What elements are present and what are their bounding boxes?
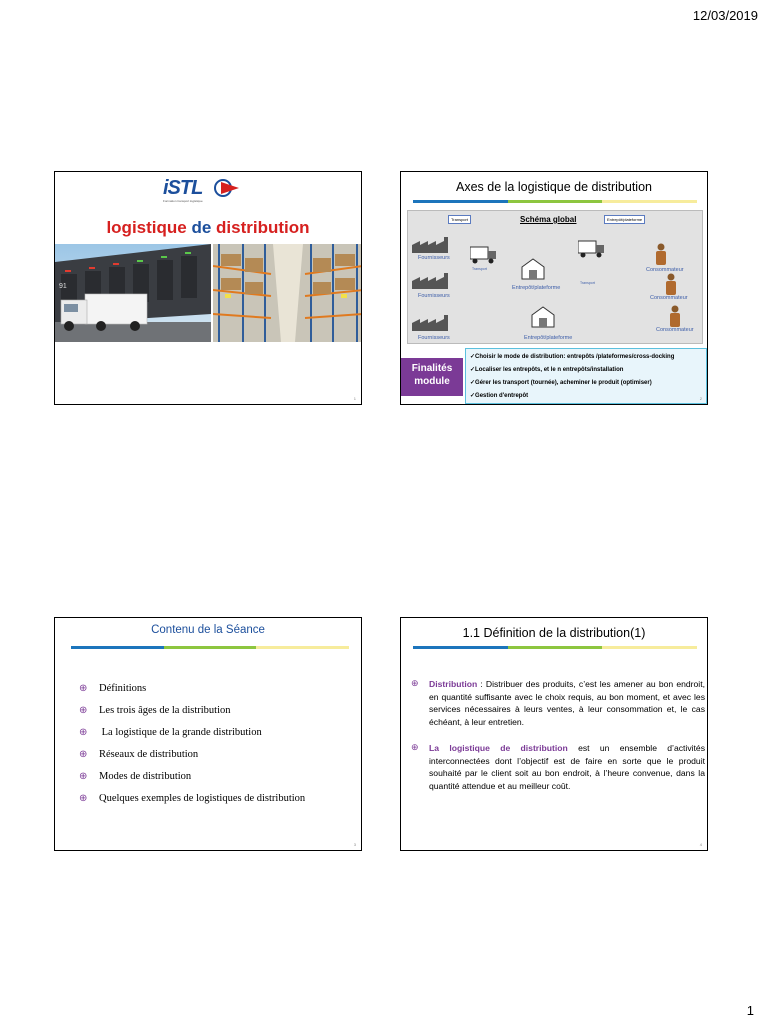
slide-1-title: logistique de distribution [106, 218, 310, 237]
print-date: 12/03/2019 [692, 8, 758, 23]
warehouse-icon [530, 305, 556, 329]
bullet-icon: ⊕ [79, 705, 88, 716]
distribution-schema-diagram: Transport Schéma global Entrepôt/plateforme Fournisseurs Fournisseurs Fournisseurs Transport Transport Entrepôt/plateforme Entrepôt/plateforme Consommateur Consommateur Consommateur [407, 210, 703, 344]
istl-logo: iSTL Formation transport logistique [163, 177, 243, 201]
list-item: ⊕ Réseaux de distribution [79, 749, 199, 760]
bullet-icon: ⊕ [79, 771, 88, 782]
distribution-definition: Distribution : Distribuer des produits, c’est les amener au bon endroit, en quantité suffisante avec le choix requis, au bon moment, et avec les services nécessaires à leurs ventes, à leur consommation et, le cas échéant, à leur entretien. [429, 679, 705, 727]
page-number: 1 [746, 1003, 754, 1018]
list-item: ⊕ Définitions [79, 683, 147, 694]
logo-arrow-icon [211, 179, 241, 197]
title-underline [413, 200, 697, 203]
logistics-definition: La logistique de distribution est un ensemble d’activités interconnectées dont l’objectif est de faire en sorte que le produit souhaité par le client soit au bon endroit, à l’heure convenue, dans la quantité attendue et au meilleur coût. [429, 743, 705, 791]
list-item: ✓Gestion d'entrepôt [470, 393, 529, 399]
person-icon [664, 273, 678, 295]
bullet-icon: ⊕ [411, 678, 419, 688]
bullet-icon: ⊕ [79, 749, 88, 760]
slide-2-title: Axes de la logistique de distribution [456, 180, 652, 194]
list-item: ✓Localiser les entrepôts, et le n entrepôts/installation [470, 367, 624, 373]
slide-2-thumbnail[interactable]: Axes de la logistique de distribution Transport Schéma global Entrepôt/plateforme Fournisseurs Fournisseurs Fournisseurs Transport Transport Entrepôt/plateforme Entrepôt/plateforme Consommateur Consommateur Consommateur Finalités module ✓Choisir le mode de distribution: entrepôts /plateformes/cross-docking ✓Localiser les entrepôts, et le n entrepôts/installation ✓Gérer les transport (tournée), acheminer le produit (optimiser) ✓Gestion d'entrepôt 2 [400, 171, 708, 405]
bullet-icon: ⊕ [79, 683, 88, 694]
warehouse-icon [520, 257, 546, 281]
finalites-module-label: Finalités module [401, 358, 463, 396]
bullet-icon: ⊕ [79, 793, 88, 804]
factory-icon [412, 315, 452, 331]
slide-1-thumbnail[interactable]: iSTL Formation transport logistique logistique de distribution 91 1 [54, 171, 362, 405]
slide-4-thumbnail[interactable]: 1.1 Définition de la distribution(1) ⊕ Distribution : Distribuer des produits, c’est les amener au bon endroit, en quantité suffisante avec le choix requis, au bon moment, et avec les services nécessaires à leurs ventes, à leur consommation et, le cas échéant, à leur entretien. ⊕ La logistique de distribution est un ensemble d’activités interconnectées dont l’objectif est de faire en sorte que le produit souhaité par le client soit au bon endroit, à l’heure convenue, dans la quantité attendue et au meilleur coût. 4 [400, 617, 708, 851]
title-underline [413, 646, 697, 649]
warehouse-racks-photo [213, 244, 362, 342]
person-icon [654, 243, 668, 265]
factory-icon [412, 237, 452, 253]
list-item: ✓Choisir le mode de distribution: entrepôts /plateformes/cross-docking [470, 354, 675, 360]
factory-icon [412, 273, 452, 289]
list-item: ✓Gérer les transport (tournée), acheminer le produit (optimiser) [470, 380, 652, 386]
svg-text:91: 91 [59, 283, 67, 290]
truck-icon [578, 239, 606, 259]
slide-3-thumbnail[interactable]: Contenu de la Séance ⊕ Définitions ⊕ Les trois âges de la distribution ⊕ La logistique de la grande distribution ⊕ Réseaux de distribution ⊕ Modes de distribution ⊕ Quelques exemples de logistiques de distribution 3 [54, 617, 362, 851]
truck-icon [470, 245, 498, 265]
list-item: ⊕ Quelques exemples de logistiques de distribution [79, 793, 306, 804]
bullet-icon: ⊕ [79, 727, 88, 738]
slide-4-title: 1.1 Définition de la distribution(1) [462, 626, 646, 640]
list-item: ⊕ La logistique de la grande distribution [79, 727, 262, 738]
bullet-icon: ⊕ [411, 742, 419, 752]
loading-dock-photo [55, 244, 211, 342]
person-icon [668, 305, 682, 327]
slide-3-title: Contenu de la Séance [151, 624, 265, 636]
list-item: ⊕ Les trois âges de la distribution [79, 705, 231, 716]
finalites-list [465, 348, 707, 404]
title-underline [71, 646, 349, 649]
list-item: ⊕ Modes de distribution [79, 771, 192, 782]
